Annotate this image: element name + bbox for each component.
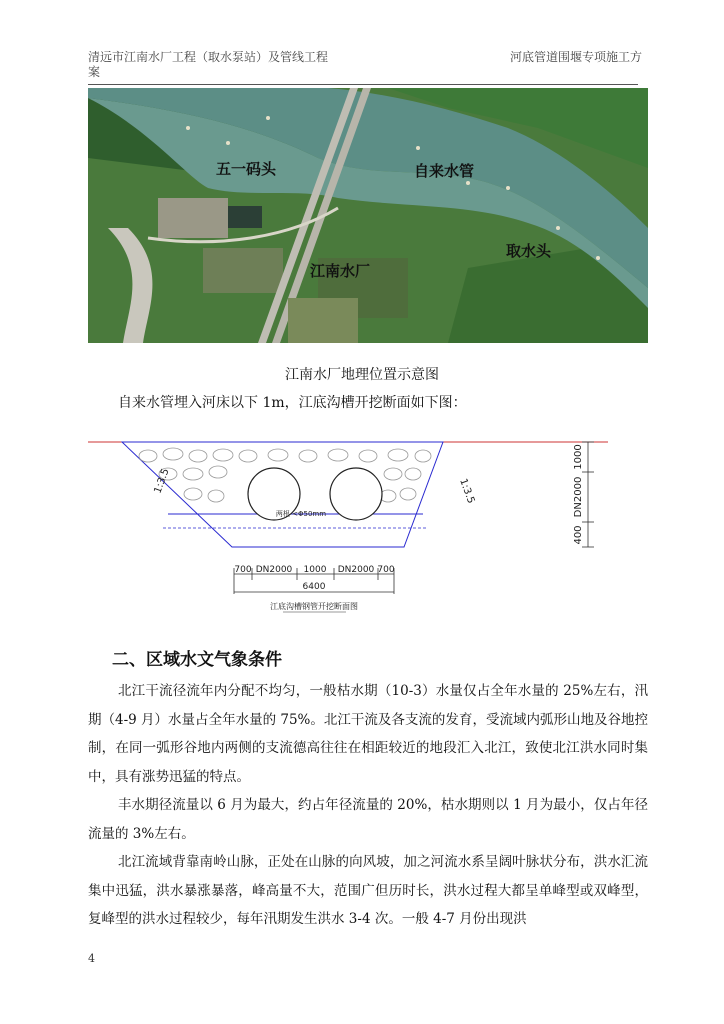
paragraph: 北江流域背靠南岭山脉，正处在山脉的向风坡，加之河流水系呈阔叶脉状分布，洪水汇流集中迅猛，洪水暴涨暴落，峰高量不大，范围广但历时长，洪水过程大都呈单峰型或双峰型，复峰型的洪水过程较少，每年汛期发生洪水 3-4 次。一般 4-7 月份出现洪 — [88, 854, 648, 927]
drawing-title: 江底沟槽钢管开挖断面图 — [270, 602, 358, 611]
trench-section-drawing — [88, 412, 648, 622]
dim-part-5: 700 — [377, 565, 395, 575]
header-right: 河底管道围堰专项施工方 — [509, 50, 642, 64]
dim-part-3: 1000 — [303, 565, 327, 575]
dim-right-3: 400 — [573, 525, 584, 545]
paragraph: 北江干流径流年内分配不均匀，一般枯水期（10-3）水量仅占全年水量的 25%左右，汛期（4-9 月）水量占全年水量的 75%。北江干流及各支流的发育，受流域内弧形山地及谷地控制，在同一弧形谷地内两侧的支流德高往往在相距较近的地段汇入北江，致使北江洪水同时集中，具有涨势迅猛的特点。 — [88, 683, 648, 785]
dim-right-1: 1000 — [573, 444, 584, 470]
dim-total: 6400 — [302, 582, 326, 592]
header-left: 清远市江南水厂工程（取水泵站）及管线工程案 — [88, 50, 329, 79]
section-title: 二、区域水文气象条件 — [112, 650, 282, 670]
intro-text: 自来水管埋入河床以下 1m，江底沟槽开挖断面如下图： — [118, 395, 467, 411]
satellite-map-image — [88, 88, 648, 343]
page-number: 4 — [88, 952, 95, 965]
label-plant: 江南水厂 — [310, 262, 371, 280]
header-divider — [88, 84, 638, 85]
paragraph: 丰水期径流量以 6 月为最大，约占年径流量的 20%，枯水期则以 1 月为最小，仅占年径流量的 3%左右。 — [88, 797, 648, 842]
figure-caption: 江南水厂地理位置示意图 — [285, 367, 439, 383]
pipe-note: 两根 <Φ50mm — [275, 510, 327, 518]
slope-right-label: 1:3.5 — [457, 477, 477, 506]
dim-part-4: DN2000 — [337, 565, 375, 575]
label-water-pipe: 自来水管 — [414, 162, 475, 180]
label-intake: 取水头 — [506, 242, 552, 260]
slope-left-label: 1:3.5 — [152, 467, 172, 496]
dim-right-2: DN2000 — [573, 476, 584, 518]
dim-part-1: 700 — [234, 565, 252, 575]
dim-part-2: DN2000 — [255, 565, 293, 575]
label-wharf: 五一码头 — [216, 160, 277, 178]
